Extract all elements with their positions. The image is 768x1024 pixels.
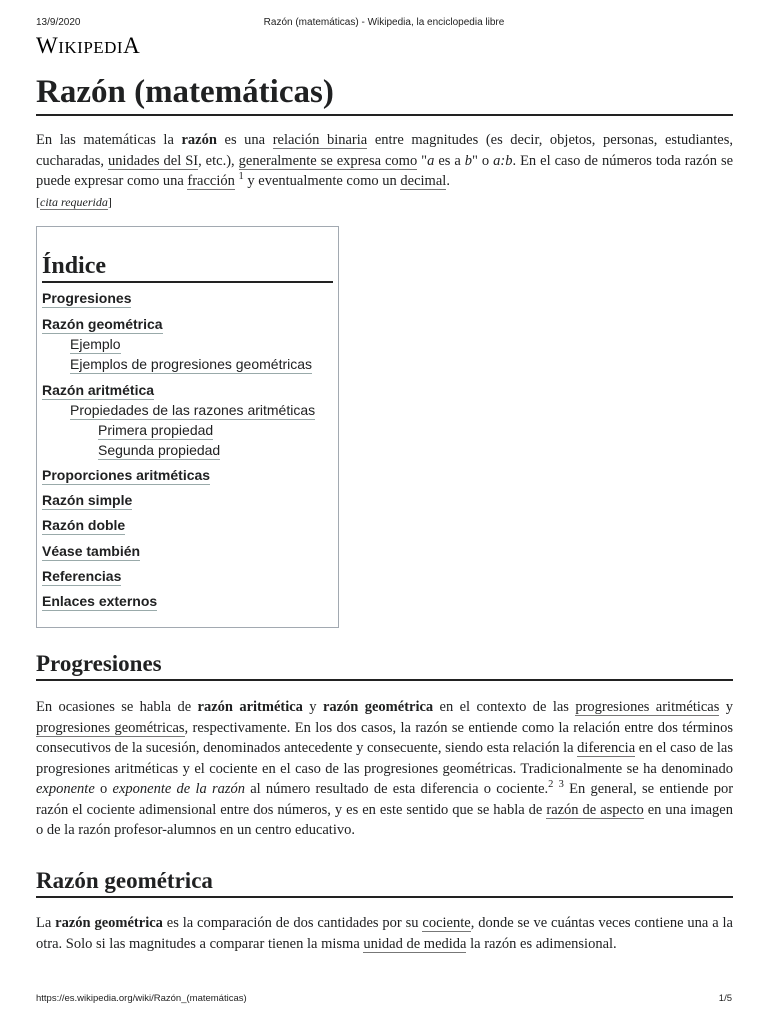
text: En ocasiones se habla de <box>36 699 198 715</box>
bold-term: razón <box>181 132 217 148</box>
toc-item-proporciones[interactable] <box>42 466 333 484</box>
text: . En el caso de números toda razón se puede expresar como una <box>36 152 734 189</box>
progresiones-paragraph <box>36 697 733 841</box>
text: , etc.), <box>198 152 239 169</box>
link-progresiones-aritmeticas[interactable]: progresiones aritméticas <box>575 699 720 715</box>
reference-2[interactable]: 2 <box>548 779 554 791</box>
toc-label[interactable]: Ejemplo <box>70 336 121 352</box>
text: , donde se ve cuántas veces contiene una a la otra. Solo si las magnitudes a comparar tienen la misma <box>36 915 733 952</box>
link-diferencia[interactable]: diferencia <box>577 740 636 756</box>
print-page-title: Razón (matemáticas) - Wikipedia, la enciclopedia libre <box>263 17 505 28</box>
toc-label[interactable]: Primera propiedad <box>98 422 214 438</box>
print-url: https://es.wikipedia.org/wiki/Razón_(matemáticas) <box>36 993 247 1004</box>
link-fraccion[interactable]: fracción <box>187 173 235 189</box>
math-ab: a:b <box>493 152 513 169</box>
toc-item-propiedades[interactable] <box>42 401 333 419</box>
link-relacion-binaria[interactable]: relación binaria <box>272 132 368 148</box>
toc-item-razon-aritmetica[interactable] <box>42 381 333 399</box>
text: La <box>36 915 56 931</box>
text: , respectivamente. En los dos casos, la razón se entiende como la relación entre dos términos consecutivos de la sucesión, denominados antecedente y consecuente, siendo esta relación la <box>36 719 733 756</box>
toc-label[interactable]: Ejemplos de progresiones geométricas <box>70 356 313 372</box>
link-generalmente[interactable]: generalmente se expresa como <box>238 152 418 169</box>
link-decimal[interactable]: decimal <box>400 173 447 189</box>
print-header <box>36 17 732 31</box>
toc-label[interactable]: Véase también <box>42 543 141 559</box>
text: " o <box>472 152 494 169</box>
wikipedia-logo[interactable] <box>36 33 140 59</box>
toc-label[interactable]: Referencias <box>42 568 122 584</box>
toc-item-segunda-propiedad[interactable] <box>42 441 333 459</box>
reference-3[interactable]: 3 <box>558 779 564 791</box>
bold-term: razón geométrica <box>55 915 163 931</box>
text: en el caso de las progresiones aritméticas y el cociente en el caso de las progresiones geométricas. Tradicionalmente se ha denominado <box>36 740 733 777</box>
text: En general, se entiende por razón el cociente adimensional entre dos números, y es en este sentido que se habla de <box>36 781 734 818</box>
link-cociente[interactable]: cociente <box>422 915 471 931</box>
text: en una imagen o de la razón profesor-alumnos en un centro educativo. <box>36 801 733 838</box>
toc-label[interactable]: Proporciones aritméticas <box>42 467 211 483</box>
link-unidades-si[interactable]: unidades del SI <box>108 152 199 169</box>
print-page-number: 1/5 <box>718 993 732 1004</box>
intro-paragraph <box>36 130 733 212</box>
logo-letter-w: W <box>36 33 59 58</box>
toc-label[interactable]: Razón geométrica <box>42 316 163 332</box>
toc-label[interactable]: Razón simple <box>42 492 133 508</box>
page-title: Razón (matemáticas) <box>36 70 733 116</box>
section-heading-razon-geometrica: Razón geométrica <box>36 866 733 898</box>
math-a: a <box>427 152 435 169</box>
toc-item-vease-tambien[interactable] <box>42 542 333 560</box>
citation-needed[interactable] <box>36 195 112 210</box>
italic-term: exponente <box>36 781 95 797</box>
text: " <box>417 152 428 169</box>
reference-1[interactable]: 1 <box>238 171 244 183</box>
logo-small-caps: IKIPEDI <box>58 38 124 57</box>
toc-label[interactable]: Segunda propiedad <box>98 442 221 458</box>
link-razon-de-aspecto[interactable]: razón de aspecto <box>546 801 644 818</box>
citation-needed-label[interactable]: cita requerida <box>40 194 108 209</box>
bold-term: razón geométrica <box>322 699 434 715</box>
toc-item-razon-simple[interactable] <box>42 491 333 509</box>
bold-term: razón aritmética <box>197 699 303 715</box>
toc-item-razon-geometrica[interactable] <box>42 315 333 333</box>
text: es la comparación de dos cantidades por su <box>162 915 423 931</box>
toc-label[interactable]: Razón aritmética <box>42 382 155 398</box>
text: entre magnitudes (es decir, objetos, personas, estudiantes, cucharadas, <box>36 132 734 169</box>
toc-list <box>42 289 333 609</box>
toc-item-progresiones[interactable] <box>42 289 333 307</box>
razon-geometrica-paragraph <box>36 913 733 954</box>
toc-label[interactable]: Enlaces externos <box>42 593 158 609</box>
italic-term: exponente de la razón <box>112 781 245 797</box>
text: en el contexto de las <box>433 699 576 715</box>
link-unidad-de-medida[interactable]: unidad de medida <box>363 935 467 952</box>
math-b: b <box>464 152 473 169</box>
text: En las matemáticas la <box>36 132 182 148</box>
text: es a <box>434 152 465 169</box>
toc-item-referencias[interactable] <box>42 567 333 585</box>
text: y eventualmente como un <box>243 173 401 189</box>
print-date: 13/9/2020 <box>36 17 81 28</box>
toc-item-primera-propiedad[interactable] <box>42 421 333 439</box>
text: es una <box>216 132 273 148</box>
text: la razón es adimensional. <box>466 935 617 952</box>
table-of-contents <box>36 226 339 628</box>
toc-item-enlaces-externos[interactable] <box>42 592 333 610</box>
text: al número resultado de esta diferencia o cociente. <box>245 781 549 797</box>
toc-item-razon-doble[interactable] <box>42 516 333 534</box>
toc-title: Índice <box>42 251 333 283</box>
toc-item-ejemplos-progresiones[interactable] <box>42 355 333 373</box>
text: o <box>94 781 113 797</box>
text: y <box>302 699 323 715</box>
link-progresiones-geometricas[interactable]: progresiones geométricas <box>36 719 185 736</box>
toc-item-ejemplo[interactable] <box>42 335 333 353</box>
toc-label[interactable]: Propiedades de las razones aritméticas <box>70 402 316 418</box>
section-heading-progresiones: Progresiones <box>36 649 733 681</box>
logo-letter-a: A <box>123 33 141 58</box>
text: y <box>719 699 734 715</box>
text: ] <box>107 194 112 209</box>
toc-label[interactable]: Razón doble <box>42 517 126 533</box>
print-footer <box>36 993 732 1007</box>
toc-label[interactable]: Progresiones <box>42 290 132 306</box>
text: . <box>446 173 450 189</box>
text: [ <box>36 194 40 209</box>
